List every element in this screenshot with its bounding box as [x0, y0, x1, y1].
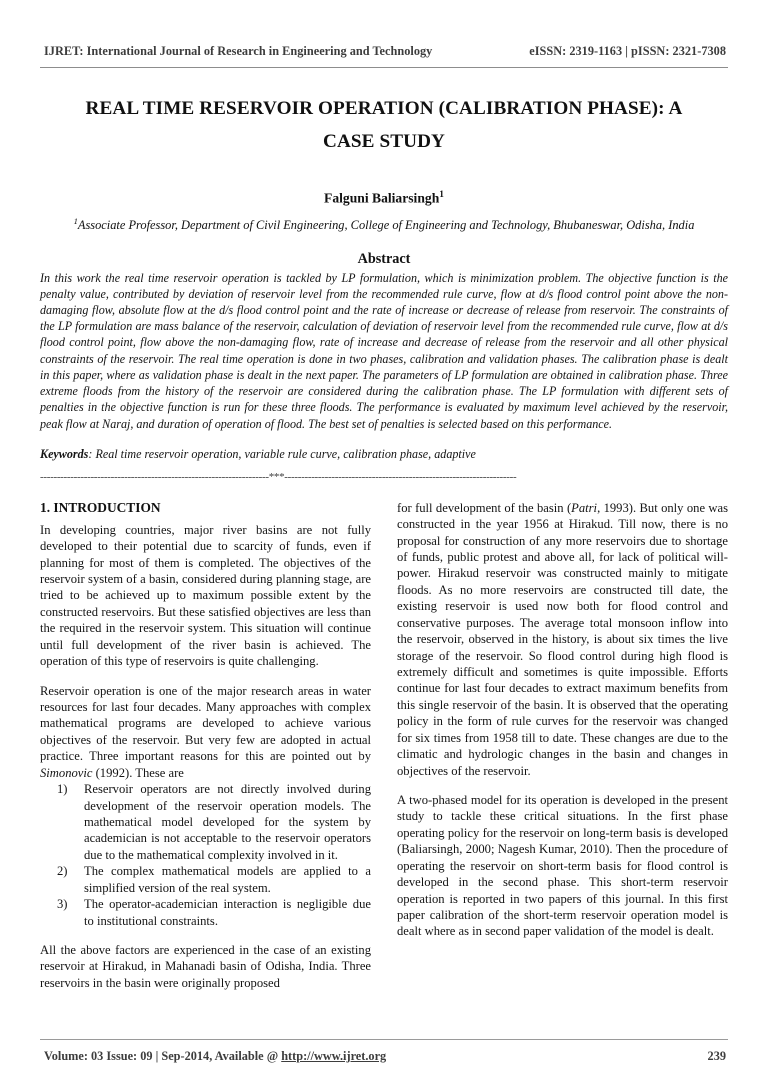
- journal-url-link[interactable]: http://www.ijret.org: [281, 1049, 387, 1063]
- affiliation-marker: 1: [73, 215, 78, 226]
- affiliation-line: [60, 215, 708, 235]
- citation-author: Patri: [571, 500, 598, 515]
- list-item: [40, 863, 371, 896]
- list-item-marker: 1): [57, 782, 68, 797]
- abstract-text: In this work the real time reservoir operation is tackled by LP formulation, which is minimization problem. The objective function is the penalty value, contributed by deviation of reservoir level from the recommended rule curve, flow at d/s flood control point above the non-damaging flow, absolute flow at the d/s flood control point and the rate of increase or decrease of release from reservoir. The constraints of the LP formulation are mass balance of the reservoir, calculation of deviation of reservoir level from the recommended rule curve, flow at d/s flood control point, flow above the non-damaging flow, rate of increase and decrease of release from the reservoir and all other physical constraints of the reservoir. The real time operation is done in two phases, calibration and validation phases. The calibration phase is dealt in this paper, where as validation phase is dealt in the next paper. The parameters of LP formulation are obtained in calibration phase. Three extreme floods from the history of the reservoir are considered during the calibration phase. The LP formulation with different sets of penalties in the objective function is run for these three floods. The performance is evaluated by maximum level achieved by the reservoir, peak flow at Naraj, and duration of operation of flood. The best set of penalties is selected based on this performance.: [40, 270, 728, 431]
- page-footer: [40, 1039, 728, 1064]
- citation-author: Simonovic: [40, 765, 93, 780]
- author-name: Falguni Baliarsingh: [324, 190, 440, 206]
- author-affiliation-marker: 1: [439, 190, 444, 201]
- footer-volume-info: [44, 1049, 386, 1064]
- paragraph-part: (1992). These are: [92, 765, 184, 780]
- paragraph: All the above factors are experienced in the case of an existing reservoir at Hirakud, in Mahanadi basin of Odisha, India. Three reservoirs in the basin were originally proposed: [40, 942, 371, 990]
- author-line: [40, 190, 728, 207]
- header-divider: [40, 67, 728, 68]
- footer-row: [40, 1049, 728, 1064]
- left-column: [40, 500, 371, 1004]
- abstract-heading: Abstract: [357, 250, 411, 267]
- issn-info: eISSN: 2319-1163 | pISSN: 2321-7308: [529, 44, 726, 58]
- body-columns: [40, 500, 728, 1004]
- journal-name: IJRET: International Journal of Research in Engineering and Technology: [44, 44, 433, 58]
- section-heading-introduction: 1. INTRODUCTION: [40, 499, 161, 515]
- paragraph: [397, 500, 728, 779]
- page-number: 239: [707, 1049, 726, 1063]
- paragraph-part: , 1993). But only one was constructed in the year 1956 at Hirakud. Till now, there is no proposal for construction of any more reservoirs due to shortage of funds, public protest and above all, for lack of political will-power. Hirakud reservoir was constructed mainly to mitigate floods. As no more reservoirs are constructed till date, the existing reservoir is used now both for flood control and conservative purposes. The average total monsoon inflow into the reservoir, observed in the history, is about six times the live storage of the reservoir. So flood control during high flood is extremely difficult and sometimes is quite impossible. Efforts continue for last four decades to extract maximum benefits from this single reservoir of the basin. It is observed that the operating policy in the form of rule curves for the reservoir was changed for six times from 1958 till to date. These changes are due to the climatic and hydrologic changes in the basin and changes in objectives of the reservoir.: [397, 500, 729, 778]
- paragraph: A two-phased model for its operation is developed in the present study to tackle these critical situations. In the first phase operating policy for the reservoir on long-term basis is developed (Baliarsingh, 2000; Nagesh Kumar, 2010). Then the procedure of operating the reservoir on short-term basis for flood control is developed in the second phase. This short-term reservoir operation is reported in two papers of this journal. In this first paper calibration of the short-term reservoir operation model is dealt where as in second paper validation of the model is dealt.: [397, 792, 728, 939]
- list-item-marker: 3): [57, 897, 68, 912]
- paragraph-part: for full development of the basin (: [397, 500, 572, 515]
- list-item-label: The operator-academician interaction is negligible due to institutional constraints.: [84, 897, 371, 928]
- paragraph-part: Reservoir operation is one of the major research areas in water resources for last four decades. Many approaches with complex mathematical programs are developed to achieve various objectives of the reservoir. But very few are adopted in actual practice. Three important reasons for this are pointed out by: [40, 683, 371, 764]
- list-item-marker: 2): [57, 864, 68, 879]
- list-item-label: Reservoir operators are not directly involved during development of the reservoir operation models. The mathematical model developed for the system by academician is not acceptable to the reservoir operators due to the mathematical complexity involved in it.: [84, 782, 371, 862]
- running-header: [40, 44, 728, 59]
- volume-text: Volume: 03 Issue: 09 | Sep-2014, Available @: [44, 1049, 282, 1063]
- list-item: [40, 896, 371, 929]
- keywords-line: [40, 447, 728, 462]
- section-divider: --------------------------------------------------------------------***---------------------------------------------------------------------: [40, 470, 517, 483]
- page-title: REAL TIME RESERVOIR OPERATION (CALIBRATION PHASE): A CASE STUDY: [85, 98, 683, 153]
- keywords-text: Real time reservoir operation, variable rule curve, calibration phase, adaptive: [95, 446, 476, 461]
- list-item: [40, 781, 371, 863]
- list-item-label: The complex mathematical models are applied to a simplified version of the real system.: [84, 864, 371, 895]
- paragraph: [40, 683, 371, 782]
- affiliation-text: Associate Professor, Department of Civil Engineering, College of Engineering and Technology, Bhubaneswar, Odisha, India: [77, 217, 695, 232]
- keywords-label: Keywords: [40, 446, 89, 461]
- right-column: [397, 500, 728, 1004]
- footer-divider: [40, 1039, 728, 1040]
- numbered-list: [40, 781, 371, 929]
- paragraph: In developing countries, major river basins are not fully developed to their potential due to scarcity of funds, even if planning for most of them is completed. The objectives of the reservoir system of a basin, considered during planning stage, are tried to be achieved up to maximum possible extent by the constructed reservoirs. But these satisfied objectives are less than the required in the reservoir system. This situation will continue until full development of the river basin is achieved. The operation of this type of reservoirs is quite challenging.: [40, 522, 371, 669]
- keywords-separator: :: [88, 446, 96, 461]
